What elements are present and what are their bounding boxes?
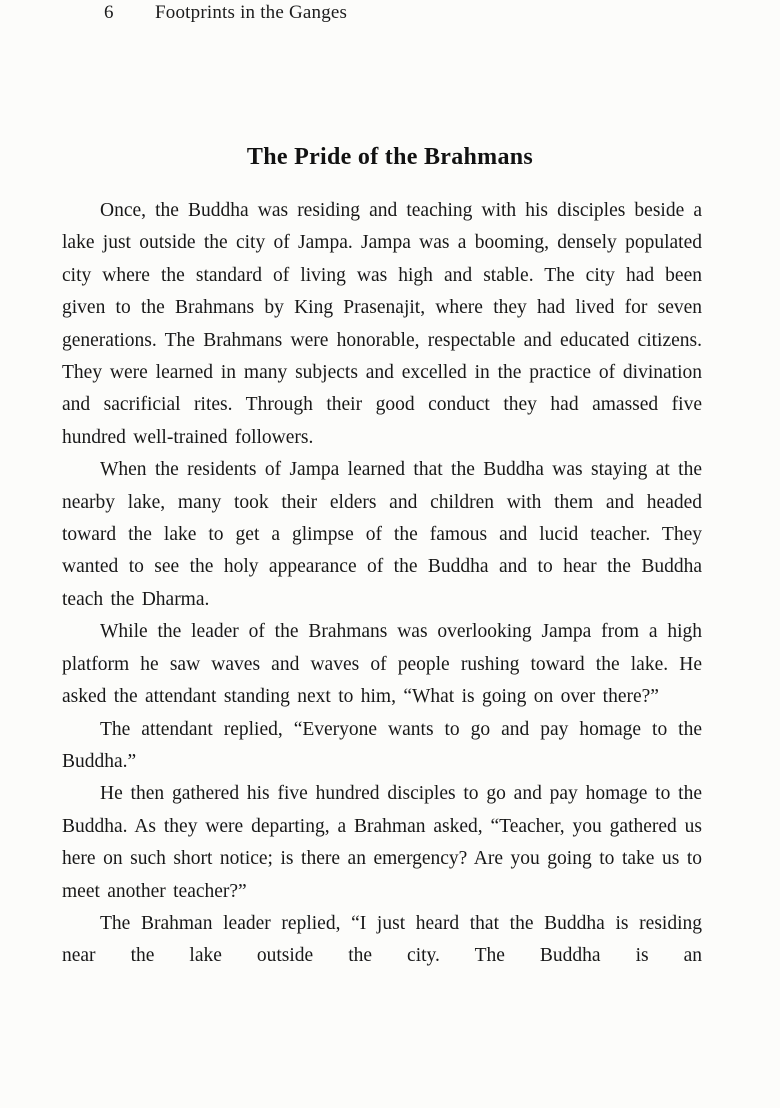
chapter-title: The Pride of the Brahmans [246,144,534,171]
running-header-title: Footprints in the Ganges [155,2,348,23]
paragraph: He then gathered his five hundred disciples to go and pay homage to the Buddha. As they were departing, a Brahman asked, “Teacher, you gathered us here on such short notice; is there an emergency? Are you going to take us to meet another teacher?” [62,783,702,902]
paragraph: While the leader of the Brahmans was overlooking Jampa from a high platform he saw waves and waves of people rushing toward the lake. He asked the attendant standing next to him, “What is going on over there?” [62,621,702,708]
paragraph: Once, the Buddha was residing and teaching with his disciples beside a lake just outside the city of Jampa. Jampa was a booming, densely populated city where the standard of living was high and stable. The city had been given to the Brahmans by King Prasenajit, where they had lived for seven generations. The Brahmans were honorable, respectable and educated citizens. They were learned in many subjects and excelled in the practice of divination and sacrificial rites. Through their good conduct they had amassed five hundred well-trained followers. [62,200,702,448]
body-text [62,195,702,973]
paragraph: When the residents of Jampa learned that the Buddha was staying at the nearby lake, many took their elders and children with them and headed toward the lake to get a glimpse of the famous and lucid teacher. They wanted to see the holy appearance of the Buddha and to hear the Buddha teach the Dharma. [62,459,702,610]
paragraph: The attendant replied, “Everyone wants to go and pay homage to the Buddha.” [62,718,702,772]
page-number: 6 [104,2,114,23]
paragraph: The Brahman leader replied, “I just heard that the Buddha is residing near the lake outside the city. The Buddha is an [62,912,702,967]
